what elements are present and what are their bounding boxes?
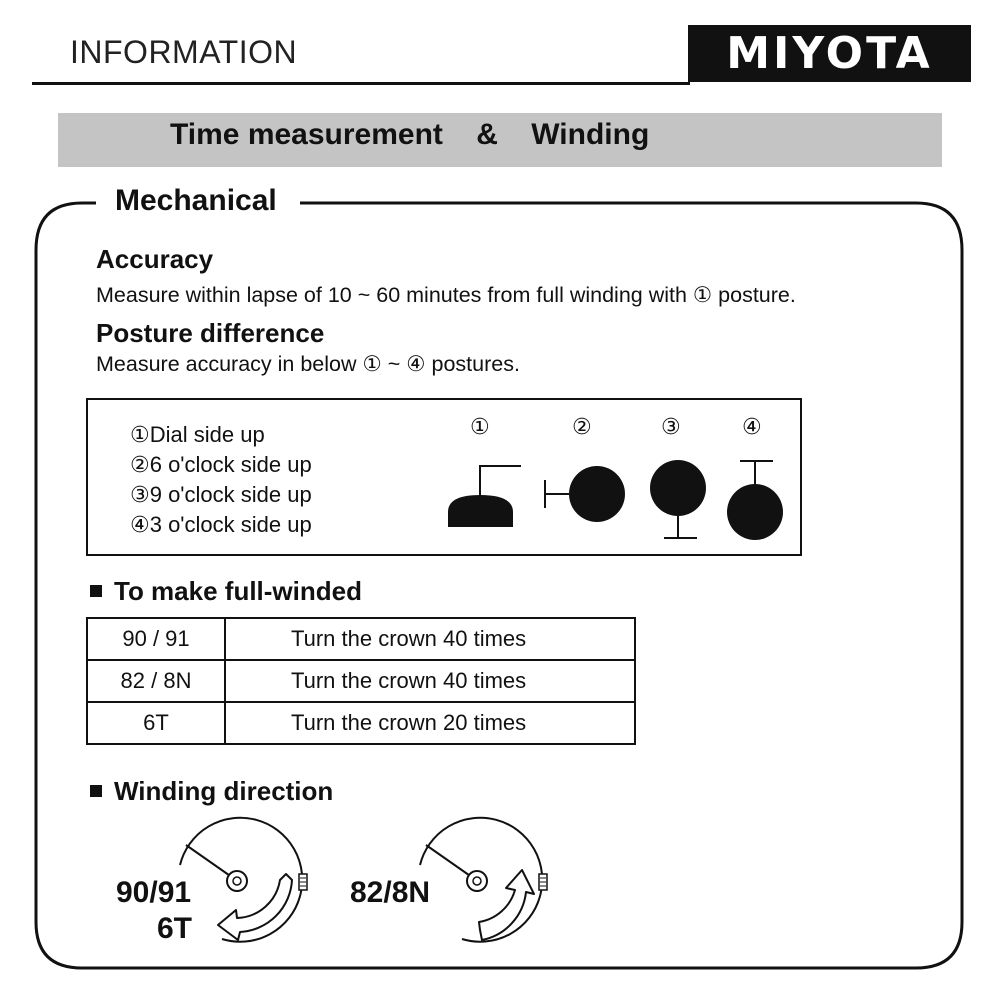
posture-difference-heading: Posture difference <box>96 318 325 348</box>
dial-1-label-line2: 6T <box>157 912 193 945</box>
accuracy-text: Measure within lapse of 10 ~ 60 minutes from full winding with ① posture. <box>96 283 796 307</box>
dial-1-label-line1: 90/91 <box>116 876 192 909</box>
posture-number-1: ① <box>470 414 490 439</box>
page-title: INFORMATION <box>70 34 298 70</box>
posture-item-2: ②6 o'clock side up <box>130 452 312 477</box>
brand-logo: MIYOTA <box>688 25 971 82</box>
instruction-cell: Turn the crown 40 times <box>225 618 635 660</box>
accuracy-heading: Accuracy <box>96 244 214 274</box>
section-title: Time measurement & Winding <box>170 118 650 151</box>
model-cell: 6T <box>87 702 225 744</box>
posture-number-2: ② <box>572 414 592 439</box>
model-cell: 82 / 8N <box>87 660 225 702</box>
mechanical-label: Mechanical <box>115 184 277 217</box>
full-winding-heading-text: To make full-winded <box>114 576 362 606</box>
posture-item-3: ③9 o'clock side up <box>130 482 312 507</box>
instruction-cell: Turn the crown 40 times <box>225 660 635 702</box>
posture-number-4: ④ <box>742 414 762 439</box>
posture-number-3: ③ <box>661 414 681 439</box>
winding-dial-2-icon <box>420 818 547 942</box>
winding-direction-heading-text: Winding direction <box>114 776 334 806</box>
posture-item-1: ①Dial side up <box>130 422 265 447</box>
posture-difference-text: Measure accuracy in below ① ~ ④ postures. <box>96 352 520 376</box>
model-cell: 90 / 91 <box>87 618 225 660</box>
posture-item-4: ④3 o'clock side up <box>130 512 312 537</box>
dial-2-label-line1: 82/8N <box>350 876 431 909</box>
instruction-cell: Turn the crown 20 times <box>225 702 635 744</box>
winding-dial-1-icon <box>180 818 307 942</box>
